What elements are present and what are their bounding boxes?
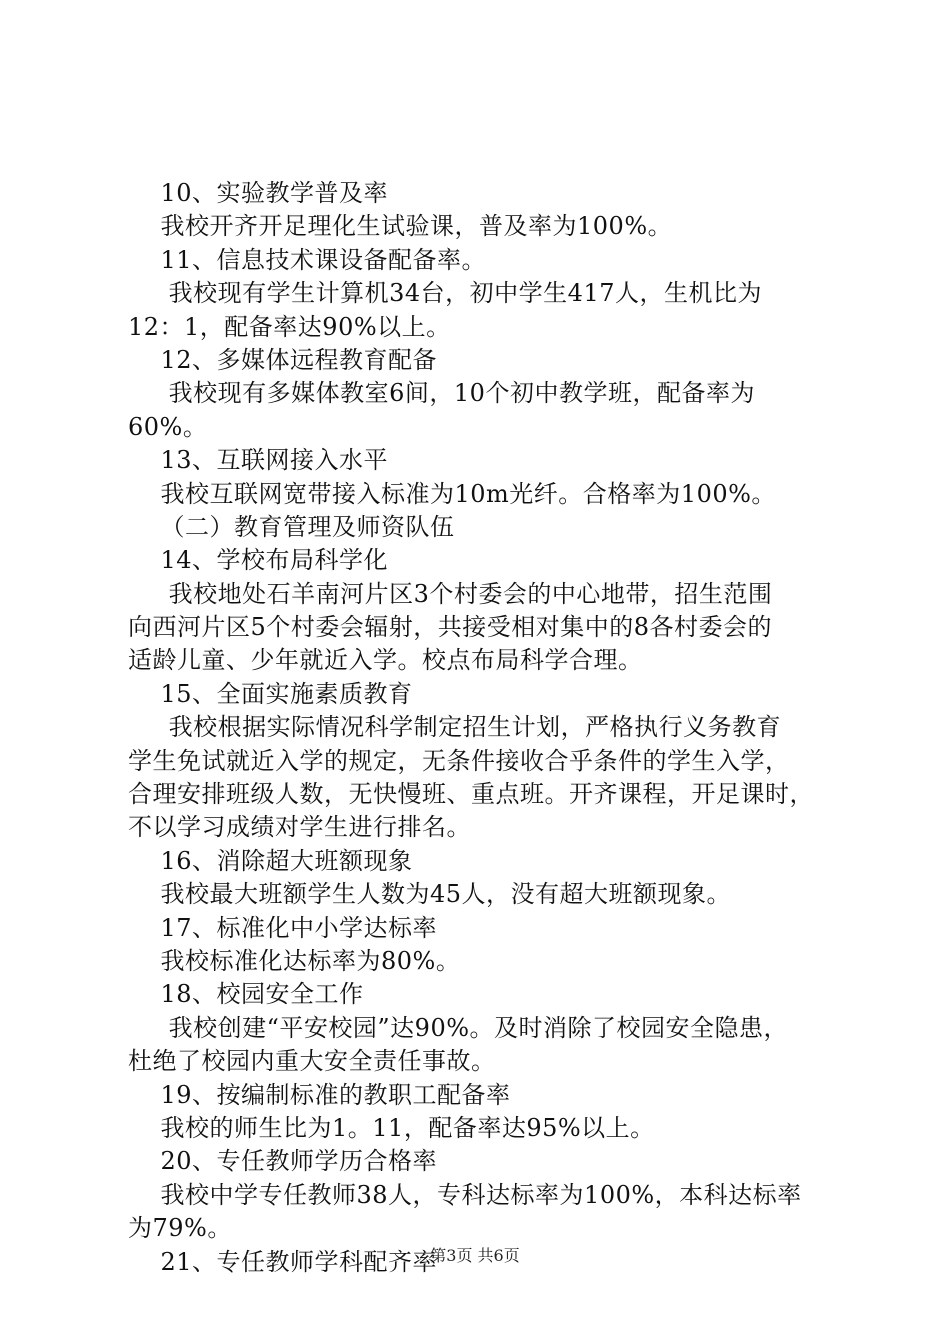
text-line: 10、实验教学普及率	[128, 179, 389, 207]
text-line: 为79%。	[128, 1214, 232, 1243]
text-line: 20、专任教师学历合格率	[128, 1147, 438, 1176]
text-line: 我校开齐开足理化生试验课，普及率为100%。	[128, 212, 673, 241]
text-line: 21、专任教师学科配齐率	[128, 1247, 438, 1276]
text-line: 我校互联网宽带接入标准为10m光纤。合格率为100%。	[128, 479, 776, 508]
text-line: 我校最大班额学生人数为45人，没有超大班额现象。	[128, 880, 732, 909]
text-line: 我校地处石羊南河片区3个村委会的中心地带，招生范围	[128, 579, 773, 608]
text-line: 16、消除超大班额现象	[128, 846, 413, 875]
text-line: 我校的师生比为1。11，配备率达95%以上。	[128, 1113, 655, 1142]
text-line: 12、多媒体远程教育配备	[128, 345, 438, 374]
text-line: 我校中学专任教师38人，专科达标率为100%，本科达标率	[128, 1180, 802, 1209]
text-line: 学生免试就近入学的规定，无条件接收合乎条件的学生入学，	[128, 746, 790, 775]
page-number-footer: 第3页 共6页	[430, 1246, 520, 1265]
text-line: 60%。	[128, 412, 208, 441]
text-line: 11、信息技术课设备配备率。	[128, 245, 487, 274]
text-line: 12：1，配备率达90%以上。	[128, 312, 451, 341]
text-line: 向西河片区5个村委会辐射，共接受相对集中的8各村委会的	[128, 613, 773, 642]
text-line: 我校现有多媒体教室6间，10个初中教学班，配备率为	[128, 379, 755, 408]
text-line: 18、校园安全工作	[128, 980, 364, 1009]
document-body	[128, 177, 834, 1279]
section-heading: （二）教育管理及师资队伍	[128, 512, 455, 541]
text-line: 杜绝了校园内重大安全责任事故。	[128, 1047, 496, 1076]
text-line: 我校根据实际情况科学制定招生计划，严格执行义务教育	[128, 713, 782, 742]
text-line: 我校现有学生计算机34台，初中学生417人，生机比为	[128, 279, 762, 308]
text-line: 适龄儿童、少年就近入学。校点布局科学合理。	[128, 646, 643, 675]
text-line: 我校创建“平安校园”达90%。及时消除了校园安全隐患，	[128, 1013, 789, 1042]
text-line: 不以学习成绩对学生进行排名。	[128, 813, 471, 842]
text-line: 13、互联网接入水平	[128, 446, 389, 475]
text-line: 合理安排班级人数，无快慢班、重点班。开齐课程，开足课时，	[128, 780, 814, 809]
text-line: 15、全面实施素质教育	[128, 679, 413, 708]
text-line: 14、学校布局科学化	[128, 546, 389, 575]
text-line: 我校标准化达标率为80%。	[128, 946, 461, 975]
text-line: 19、按编制标准的教职工配备率	[128, 1080, 511, 1109]
text-line: 17、标准化中小学达标率	[128, 913, 438, 942]
